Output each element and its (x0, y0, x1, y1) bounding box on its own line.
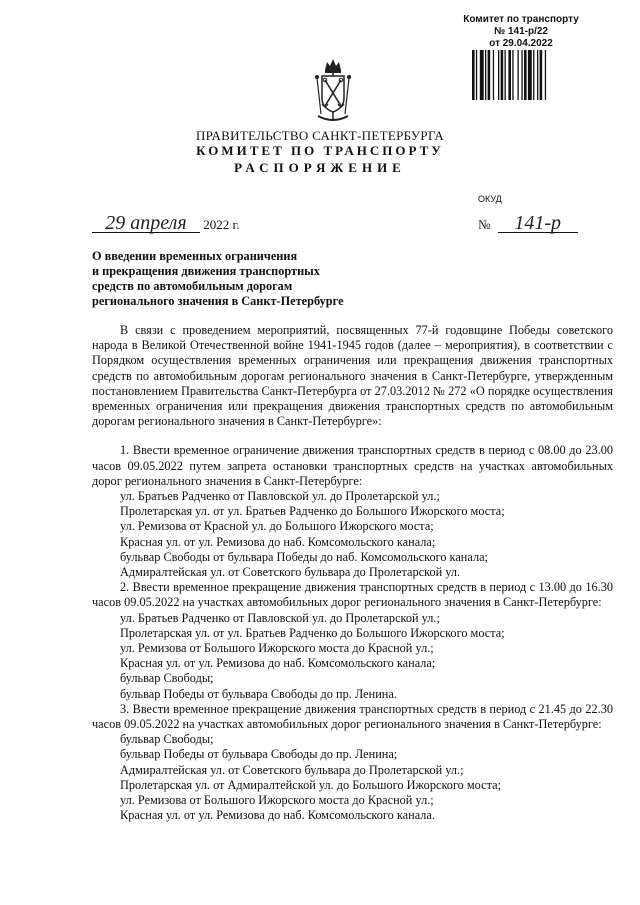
okud-label: ОКУД (478, 194, 502, 204)
barcode (470, 50, 584, 100)
document-subject (92, 249, 392, 309)
list-item: бульвар Свободы от бульвара Победы до наб. Комсомольского канала; (120, 549, 488, 564)
coat-of-arms-spb-icon (312, 56, 354, 126)
list-item: Пролетарская ул. от ул. Братьев Радченко до Большого Ижорского моста; (120, 504, 505, 519)
section-1-paragraph: 1. Ввести временное ограничение движения транспортных средств в период с 08.00 до 23.00 часов 09.05.2022 путем запрета остановки транспортных средств на участках автомобильных дорог регионального значения в Санкт-Петербурге: (92, 443, 613, 488)
list-item: ул. Братьев Радченко от Павловской ул. до Пролетарской ул.; (120, 610, 440, 625)
list-item: Красная ул. от ул. Ремизова до наб. Комсомольского канала; (120, 656, 436, 671)
list-item: Красная ул. от ул. Ремизова до наб. Комсомольского канала; (120, 534, 436, 549)
government-title: ПРАВИТЕЛЬСТВО САНКТ-ПЕТЕРБУРГА (195, 128, 445, 143)
document-type-title: РАСПОРЯЖЕНИЕ (234, 160, 406, 175)
section-2-paragraph: 2. Ввести временное прекращение движения транспортных средств в период с 13.00 до 16.30 часов 09.05.2022 на участках автомобильных дорог регионального значения в Санкт-Петербурге: (92, 580, 613, 610)
stamp-date: от 29.04.2022 (489, 38, 553, 49)
registration-stamp (456, 14, 586, 50)
document-body (92, 323, 613, 824)
list-item: бульвар Свободы; (120, 671, 214, 686)
list-item: ул. Братьев Радченко от Павловской ул. до Пролетарской ул.; (120, 489, 440, 504)
list-item: Адмиралтейская ул. от Советского бульвара до Пролетарской ул.; (120, 762, 464, 777)
list-item: бульвар Свободы; (120, 732, 214, 747)
subject-line: регионального значения в Санкт-Петербурге (92, 294, 344, 308)
list-item: ул. Ремизова от Большого Ижорского моста до Красной ул.; (120, 641, 434, 656)
list-item: Адмиралтейская ул. от Советского бульвара до Пролетарской ул. (120, 565, 461, 580)
subject-line: средств по автомобильным дорогам (92, 279, 293, 293)
handwritten-date: 29 апреля (92, 214, 200, 233)
list-item: бульвар Победы от бульвара Свободы до пр. Ленина. (120, 686, 397, 701)
list-item: Пролетарская ул. от ул. Братьев Радченко до Большого Ижорского моста; (120, 625, 505, 640)
document-number (478, 214, 578, 233)
list-item: бульвар Победы от бульвара Свободы до пр. Ленина; (120, 747, 398, 762)
list-item: ул. Ремизова от Красной ул. до Большого Ижорского моста; (120, 519, 434, 534)
list-item: ул. Ремизова от Большого Ижорского моста до Красной ул.; (120, 793, 434, 808)
handwritten-number: 141-р (498, 214, 578, 233)
list-item: Красная ул. от ул. Ремизова до наб. Комсомольского канала. (120, 808, 435, 823)
document-date (92, 214, 240, 233)
stamp-number: № 141-р/22 (494, 26, 548, 37)
subject-line: О введении временных ограничения (92, 249, 298, 263)
list-item: Пролетарская ул. от Адмиралтейской ул. до Большого Ижорского моста; (120, 777, 501, 792)
stamp-committee: Комитет по транспорту (463, 14, 579, 25)
number-prefix: № (478, 217, 491, 232)
subject-line: и прекращения движения транспортных (92, 264, 320, 278)
section-3-paragraph: 3. Ввести временное прекращение движения транспортных средств в период с 21.45 до 22.30 часов 09.05.2022 на участках автомобильных дорог регионального значения в Санкт-Петербурге: (92, 701, 613, 732)
date-year: 2022 г. (203, 217, 240, 232)
intro-paragraph: В связи с проведением мероприятий, посвященных 77-й годовщине Победы советского народа в Великой Отечественной войне 1941-1945 годов (далее – мероприятия), в соответствии с Порядком осуществления временных ограничения или прекращения движения транспортных средств по автомобильным дорогам регионального значения в Санкт-Петербурге, утвержденным постановлением Правительства Санкт-Петербурга от 27.03.2012 № 272 «О порядке осуществления временных ограничения или прекращения движения транспортных средств по автомобильным дорогам регионального значения в Санкт-Петербурге»: (92, 323, 613, 429)
committee-title: КОМИТЕТ ПО ТРАНСПОРТУ (196, 143, 444, 158)
